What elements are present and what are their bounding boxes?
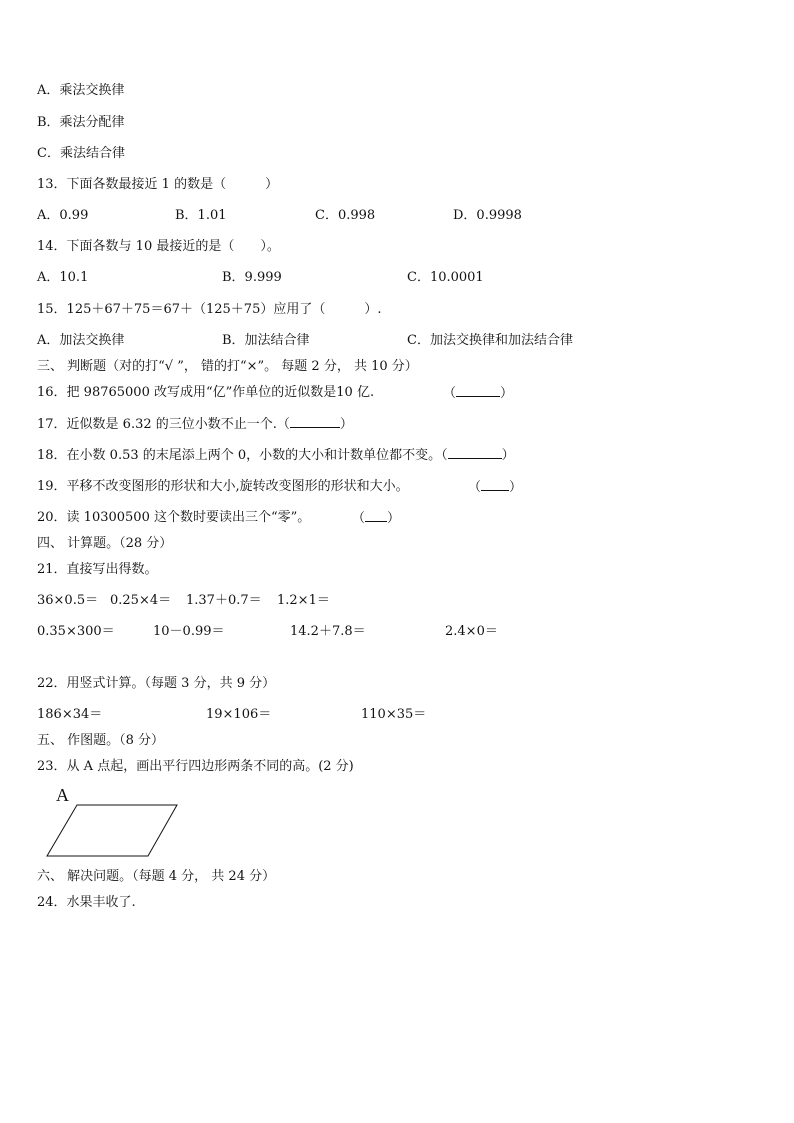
section5-heading: 五、 作图题。（8 分） [37,733,165,748]
vertex-label-a: A [56,785,69,805]
q15-option-c: C．加法交换律和加法结合律 [407,333,573,348]
q12-option-a: A．乘法交换律 [37,83,125,98]
parallelogram [47,805,177,856]
q21-item: 0.25×4＝ [110,593,172,608]
q21-item: 14.2＋7.8＝ [290,624,366,639]
q19-bracket-open: （ [468,480,482,495]
section4-heading: 四、 计算题。（28 分） [37,536,173,551]
q17-text: 17．近似数是 6.32 的三位小数不止一个.（ [37,417,290,432]
q19-text: 19．平移不改变图形的形状和大小,旋转改变图形的形状和大小。 [37,479,409,494]
section3-heading: 三、 判断题（对的打“√ ”， 错的打“×”。 每题 2 分， 共 10 分） [37,359,418,374]
q12-option-c: C．乘法结合律 [37,146,125,161]
q14-stem: 14．下面各数与 10 最接近的是（ ）。 [37,239,280,254]
q22-item: 186×34＝ [37,707,103,722]
q12-option-b: B．乘法分配律 [37,115,125,130]
q23-stem: 23．从 A 点起，画出平行四边形两条不同的高。(2 分) [37,759,354,774]
q16-text: 16．把 98765000 改写成用“亿”作单位的近似数是10 亿. [37,385,375,400]
q14-option-b: B．9.999 [222,270,282,285]
q15-option-a: A．加法交换律 [37,333,125,348]
section6-heading: 六、 解决问题。（每题 4 分， 共 24 分） [37,869,276,884]
q21-item: 1.37＋0.7＝ [186,593,262,608]
q20-bracket-close: ） [387,511,401,526]
q24-stem: 24．水果丰收了. [37,895,136,910]
q15-stem: 15．125＋67＋75＝67＋（125＋75）应用了（ ）. [37,302,382,317]
q22-stem: 22．用竖式计算。（每题 3 分，共 9 分） [37,676,276,691]
q20-bracket-open: （ [352,511,366,526]
q18-text: 18．在小数 0.53 的末尾添上两个 0，小数的大小和计数单位都不变。（ [37,448,448,463]
q21-stem: 21．直接写出得数。 [37,562,158,577]
q14-option-a: A．10.1 [37,270,89,285]
q13-stem: 13．下面各数最接近 1 的数是（ ） [37,177,279,192]
q13-option-b: B．1.01 [175,208,227,223]
q22-item: 110×35＝ [361,707,427,722]
q21-item: 0.35×300＝ [37,624,115,639]
q21-item: 2.4×0＝ [445,624,498,639]
q16-bracket-close: ） [500,386,514,401]
q22-item: 19×106＝ [206,707,272,722]
q18-bracket-close: ） [501,448,515,463]
q14-option-c: C．10.0001 [407,270,484,285]
q21-item: 10－0.99＝ [153,624,225,639]
q21-item: 1.2×1＝ [277,593,330,608]
q19-bracket-close: ） [509,480,523,495]
q21-item: 36×0.5＝ [37,593,99,608]
q13-option-d: D．0.9998 [453,208,522,223]
q15-option-b: B．加法结合律 [222,333,310,348]
q20-text: 20．读 10300500 这个数时要读出三个“零”。 [37,510,311,525]
q17-bracket-close: ） [339,417,353,432]
q13-option-a: A．0.99 [37,208,89,223]
q16-bracket-open: （ [443,386,457,401]
q13-option-c: C．0.998 [315,208,376,223]
